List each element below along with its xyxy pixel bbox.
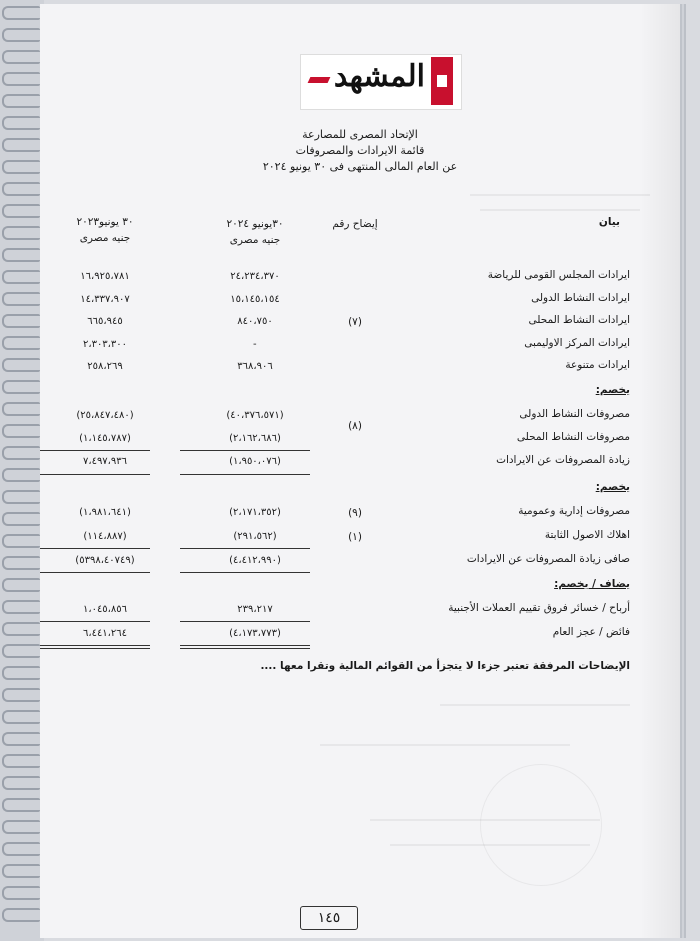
row-value-2023: (١١٤،٨٨٧) [83,531,127,542]
subtotal-rule [180,621,310,622]
binding-ring [2,666,40,680]
row-label: ايرادات متنوعة [565,359,630,371]
footnote: الإيضاحات المرفقة تعتبر جزءا لا يتجزأ من القوائم المالية وتقرا معها .... [260,660,630,672]
binding-ring [2,842,40,856]
binding-ring [2,138,40,152]
binding-ring [2,600,40,614]
col-2023-unit: جنيه مصرى [79,232,131,244]
row-value-2023: ٦٦٥،٩٤٥ [87,316,123,327]
subtotal-rule [180,548,310,549]
binding-ring [2,182,40,196]
row-label: زيادة المصروفات عن الايرادات [496,454,630,466]
binding-ring [2,72,40,86]
binding-ring [2,446,40,460]
row-value-2024: (٢،١٧١،٣٥٢) [229,507,281,518]
subtotal-rule [180,572,310,573]
subtotal-rule [40,450,150,451]
binding-ring [2,226,40,240]
col-2024-unit: جنيه مصرى [229,234,281,246]
total-rule [40,645,150,646]
subtotal-rule [40,572,150,573]
binding-ring [2,6,40,20]
row-value-2023: ٢٥٨،٢٦٩ [87,361,123,372]
logo-mark [431,57,453,105]
row-value-2024: ١٥،١٤٥،١٥٤ [230,294,280,305]
org-name: الإتحاد المصرى للمصارعة [302,128,418,141]
binding-ring [2,248,40,262]
spiral-binding [0,0,44,941]
binding-ring [2,556,40,570]
binding-ring [2,380,40,394]
binding-ring [2,820,40,834]
document-page [40,4,680,938]
binding-ring [2,50,40,64]
row-value-2024: (٢،١٦٢،٦٨٦) [229,433,281,444]
total-rule [180,645,310,646]
col-2024-date: ٣٠يونيو ٢٠٢٤ [226,218,284,230]
row-note: (٨) [348,420,362,432]
binding-ring [2,886,40,900]
binding-ring [2,710,40,724]
binding-ring [2,94,40,108]
row-value-2023: (١،١٤٥،٧٨٧) [79,433,131,444]
row-value-2023: (٢٥،٨٤٧،٤٨٠) [76,410,134,421]
row-label: ايرادات النشاط المحلى [528,314,630,326]
binding-ring [2,204,40,218]
binding-ring [2,776,40,790]
row-label: ايرادات المجلس القومى للرياضة [487,269,630,281]
row-value-2023: ٢،٣٠٣،٣٠٠ [82,339,128,350]
row-value-2024: ٢٤،٢٣٤،٣٧٠ [230,271,280,282]
binding-ring [2,358,40,372]
row-value-2024: ٢٣٩،٢١٧ [237,604,273,615]
binding-ring [2,754,40,768]
row-label: فائض / عجز العام [552,626,630,638]
binding-ring [2,578,40,592]
row-value-2023: ٧،٤٩٧،٩٣٦ [82,456,128,467]
row-value-2023: (٥٣٩٨،٤٠٧٤٩) [75,555,135,566]
binding-ring [2,28,40,42]
binding-ring [2,314,40,328]
row-value-2024: (١،٩٥٠،٠٧٦) [229,456,281,467]
logo-text: المشهد [333,59,425,94]
row-value-2023: ٦،٤٤١،٢٦٤ [82,628,128,639]
section-deduct: يخصم: [595,481,630,493]
binding-ring [2,622,40,636]
row-label: أرباح / خسائر فروق تقييم العملات الأجنبية [448,602,630,614]
row-value-2024: (٤،١٧٣،٧٧٣) [229,628,281,639]
row-label: ايرادات النشاط الدولى [531,292,630,304]
row-value-2024: (٤٠،٣٧٦،٥٧١) [226,410,284,421]
subtotal-rule [40,621,150,622]
binding-ring [2,490,40,504]
statement-title: قائمة الايرادات والمصروفات [295,144,425,157]
col-2023-date: ٣٠ يونيو٢٠٢٣ [76,216,134,228]
binding-ring [2,688,40,702]
binding-ring [2,116,40,130]
row-note: (٧) [348,316,362,328]
row-label: اهلاك الاصول الثابتة [544,529,630,541]
binding-ring [2,534,40,548]
binding-ring [2,864,40,878]
binding-ring [2,270,40,284]
row-note: (٩) [348,507,362,519]
subtotal-rule [40,548,150,549]
binding-ring [2,402,40,416]
binding-ring [2,336,40,350]
almashhad-logo [300,54,462,110]
section-add-deduct: يضاف / يخصم: [554,578,630,590]
page-number: ١٤٥ [300,906,358,930]
subtotal-rule [40,474,150,475]
binding-ring [2,512,40,526]
row-label: مصروفات النشاط المحلى [516,431,630,443]
binding-ring [2,732,40,746]
binding-ring [2,644,40,658]
binding-ring [2,908,40,922]
row-value-2024: - [253,339,257,350]
row-label: مصروفات إدارية وعمومية [518,505,630,517]
row-value-2023: ١٤،٣٣٧،٩٠٧ [80,294,130,305]
binding-ring [2,160,40,174]
col-statement: بيان [598,216,620,228]
binding-ring [2,468,40,482]
statement-period: عن العام المالى المنتهى فى ٣٠ يونيو ٢٠٢٤ [262,160,458,173]
row-value-2023: ١،٠٤٥،٨٥٦ [82,604,128,615]
total-rule [40,648,150,649]
row-label: ايرادات المركز الاوليمبى [524,337,630,349]
row-value-2023: ١٦،٩٢٥،٧٨١ [80,271,130,282]
binding-ring [2,798,40,812]
row-value-2023: (١،٩٨١،٦٤١) [79,507,131,518]
row-label: مصروفات النشاط الدولى [519,408,630,420]
binding-ring [2,292,40,306]
section-deduct: يخصم: [595,384,630,396]
row-label: صافى زيادة المصروفات عن الايرادات [466,553,630,565]
binding-ring [2,424,40,438]
stamp-ghost [480,764,602,886]
total-rule [180,648,310,649]
col-note: إيضاح رقم [332,218,378,230]
subtotal-rule [180,474,310,475]
row-value-2024: ٣٦٨،٩٠٦ [237,361,273,372]
row-value-2024: (٤،٤١٢،٩٩٠) [229,555,281,566]
row-value-2024: (٢٩١،٥٦٢) [233,531,277,542]
row-value-2024: ٨٤٠،٧٥٠ [237,316,273,327]
row-note: (١) [348,531,362,543]
subtotal-rule [180,450,310,451]
